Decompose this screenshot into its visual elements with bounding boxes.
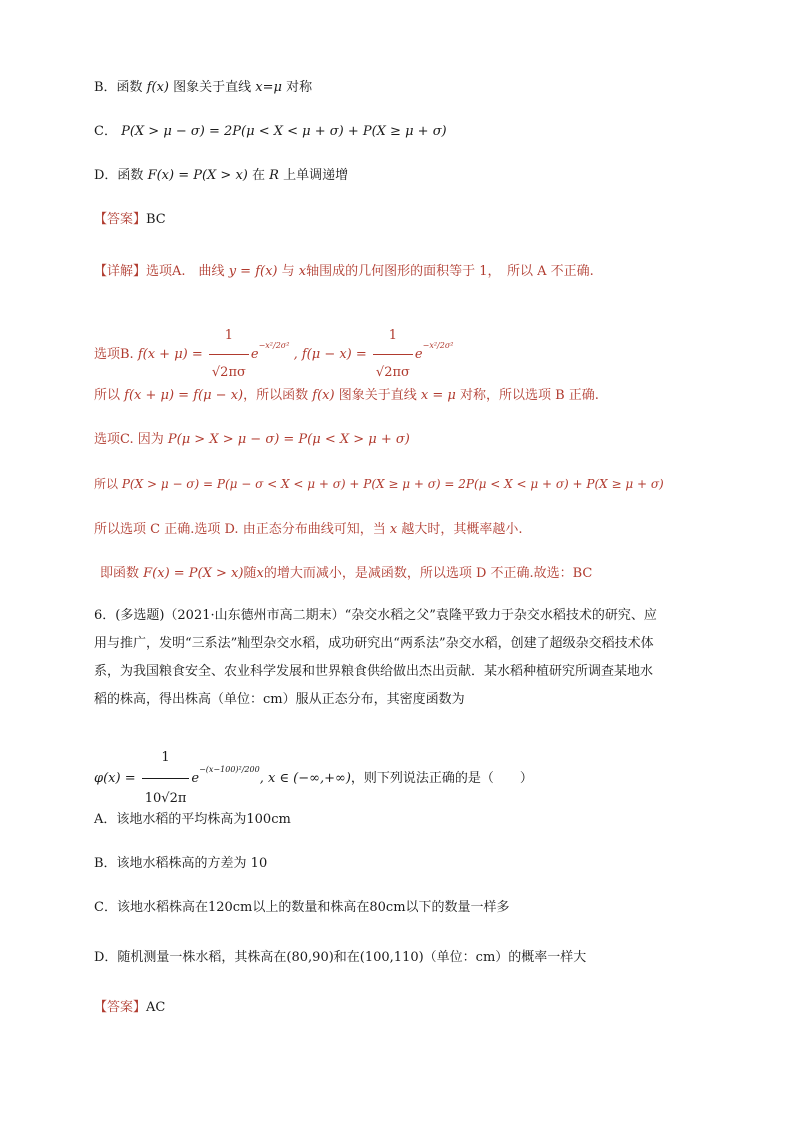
answer-tag: 【答案】 [94,212,147,227]
option-text: 在 [252,168,266,183]
math-expression: , x ∈ (−∞,+∞) [259,771,351,786]
fraction-numerator: 1 [209,318,249,355]
answer-1 [94,210,166,230]
math-expression: x [298,264,307,279]
math-expression: P(X > μ − σ) = 2P(μ < X < μ + σ) + P(X ≥ μ + σ) [121,124,447,139]
math-expression: P(X > μ − σ) = P(μ − σ < X < μ + σ) + P(X ≥ μ + σ) = 2P(μ < X < μ + σ) + P(X ≥ μ + σ) [121,477,664,491]
detail-text: 所以选项 C 正确.选项 D. 由正态分布曲线可知，当 [94,522,386,537]
detail-text: 所以 [94,388,121,403]
math-expression: F(x) = P(X > x) [143,566,244,581]
fraction-numerator: 1 [142,738,190,779]
option-label: D．函数 [94,168,144,183]
detail-text: 随 [243,566,257,581]
detail-text: ，所以函数 [243,388,309,403]
question-text: 稻的株高，得出株高（单位：cm）服从正态分布，其密度函数为 [94,692,465,707]
math-expression: , f(μ − x) = [293,347,367,362]
option-label: B．函数 [94,80,143,95]
question-text: 6．(多选题)（2021·山东德州市高二期末）“杂交水稻之父”袁隆平致力于杂交水稻技术的研究、应 [94,608,657,623]
option-text: 对称 [286,80,313,95]
option-label: C． [94,124,117,139]
detail-text: 图象关于直线 [338,388,417,403]
math-expression: R [269,168,279,183]
detail-line-6 [94,520,522,540]
fraction-denominator: √2πσ [211,365,246,380]
math-expression: P(μ > X > μ − σ) = P(μ < X > μ + σ) [167,432,410,447]
fraction [209,318,249,391]
math-expression: f(x) [146,80,169,95]
detail-tag: 【详解】 [94,264,147,279]
detail-text: 即函数 [100,566,140,581]
answer-tag: 【答案】 [94,1000,147,1015]
fraction [142,738,190,819]
math-expression: f(x) [312,388,335,403]
math-expression: x [256,566,264,581]
option-a-q6: A．该地水稻的平均株高为100cm [94,812,291,827]
math-expression: e [250,347,259,362]
fraction-denominator: 10√2π [144,791,187,806]
detail-line-7 [100,564,592,584]
option-text: 图象关于直线 [173,80,252,95]
option-b [94,78,312,98]
math-expression: f(x + μ) = f(μ − x) [124,388,244,403]
fraction-numerator: 1 [373,318,413,355]
detail-text: 对称，所以选项 B 正确. [459,388,599,403]
detail-line-4 [94,430,410,450]
detail-text: 选项A. 曲线 [146,264,225,279]
answer-value: BC [146,212,166,227]
option-c-q6: C．该地水稻株高在120cm以上的数量和株高在80cm以下的数量一样多 [94,900,510,915]
detail-text: 选项B. [94,347,134,362]
math-expression: e [191,771,200,786]
option-d [94,166,348,186]
answer-value: AC [146,1000,166,1015]
detail-text: 与 [281,264,295,279]
answer-2 [94,998,165,1018]
option-text: 上单调递增 [283,168,349,183]
question-text: ，则下列说法正确的是（ ） [350,771,533,786]
option-b-q6: B．该地水稻株高的方差为 10 [94,856,268,871]
math-expression: x [389,522,398,537]
exponent: −(x−100)²/200 [199,765,260,774]
detail-text: 越大时，其概率越小. [401,522,523,537]
fraction-denominator: √2πσ [375,365,410,380]
question-text: 系，为我国粮食安全、农业科学发展和世界粮食供给做出杰出贡献．某水稻种植研究所调查某地水 [94,664,654,679]
math-expression: f(x + μ) = [137,347,203,362]
fraction [373,318,413,391]
math-expression: F(x) = P(X > x) [147,168,248,183]
question-text: 用与推广，发明“三系法”籼型杂交水稻，成功研究出“两系法”杂交水稻，创建了超级杂交稻技术体 [94,636,654,651]
detail-line-3 [94,386,599,406]
detail-line-1 [94,262,594,282]
detail-text: 选项C. 因为 [94,432,164,447]
density-function [94,738,533,819]
detail-text: 轴围成的几何图形的面积等于 1， 所以 A 不正确. [306,264,594,279]
math-expression: φ(x) = [94,771,136,786]
option-c [94,122,447,142]
detail-line-5 [94,474,664,494]
question-6-stem [94,602,704,714]
detail-text: 所以 [94,477,119,491]
math-expression: y = f(x) [228,264,278,279]
math-expression: e [414,347,423,362]
detail-line-2 [94,318,453,391]
detail-text: 的增大而减小，是减函数，所以选项 D 不正确.故选：BC [263,566,593,581]
exponent: −x²/2σ² [258,341,290,350]
option-d-q6: D．随机测量一株水稻，其株高在(80,90)和在(100,110)（单位：cm）的概率一样大 [94,950,587,965]
math-expression: x=μ [255,80,282,95]
exponent: −x²/2σ² [422,341,454,350]
math-expression: x = μ [420,388,456,403]
